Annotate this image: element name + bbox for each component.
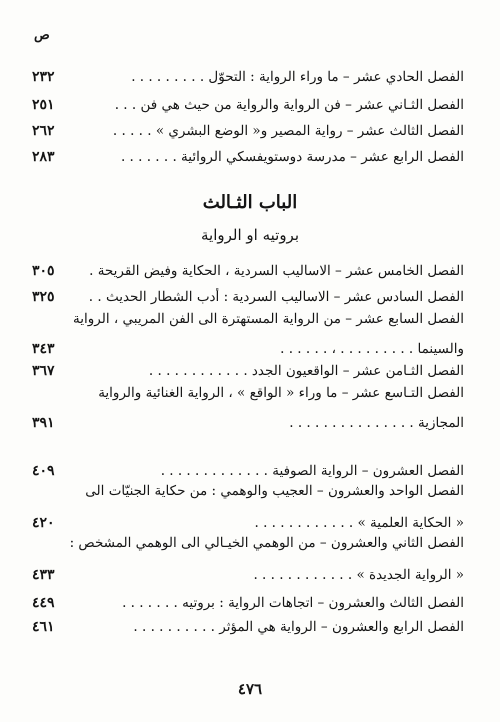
toc-entry-title: الفصل الثالث والعشرون – اتجاهات الرواية : بروتيه . . . . . . . xyxy=(122,595,464,611)
toc-entry-title: الفصل الحادي عشر – ما وراء الرواية : التحوّل . . . . . . . . . xyxy=(131,69,464,85)
page-column-header: ص xyxy=(34,28,50,43)
toc-entry-title: الفصل العشرون – الرواية الصوفية . . . . . . . . . . . . . xyxy=(160,463,464,479)
toc-entry-page: ٢٣٢ xyxy=(32,69,55,85)
part-subtitle: بروتيه او الرواية xyxy=(200,226,300,244)
toc-entry-continuation: « الرواية الجديدة » . . . . . . . . . . . . xyxy=(253,567,464,583)
toc-entry-page: ٣٢٥ xyxy=(32,289,55,305)
toc-entry-continuation: « الحكاية العلمية » . . . . . . . . . . . . xyxy=(254,515,464,531)
toc-entry xyxy=(32,462,464,480)
toc-entry-title: الفصل الرابع عشر – مدرسة دوستويفسكي الروائية . . . . . . . xyxy=(120,149,464,165)
toc-entry xyxy=(32,384,464,432)
toc-entry xyxy=(32,122,464,140)
toc-entry-page: ٢٨٣ xyxy=(32,149,55,165)
toc-entry-page: ٣٦٧ xyxy=(32,363,55,379)
toc-entry xyxy=(32,534,464,584)
toc-entry-page: ٣٠٥ xyxy=(32,263,55,279)
toc-entry xyxy=(32,594,464,612)
toc-entry-title: الفصل الخامس عشر – الاساليب السردية ، الحكاية وفيض القريحة . xyxy=(89,263,464,279)
toc-entry-page: ٤٢٠ xyxy=(32,515,55,531)
toc-entry-page: ٢٥١ xyxy=(32,97,55,113)
toc-entry-continuation: والسينما . . . . . . . . . ، . . . . . . xyxy=(280,341,464,357)
toc-entry-title: الفصل الثـاني عشر – فن الرواية والرواية من حيث هي فن . . . xyxy=(114,97,464,113)
toc-entry-page: ٤٦١ xyxy=(32,619,55,635)
toc-entry-page: ٤٣٣ xyxy=(32,567,55,583)
part-title: الباب الثـالث xyxy=(202,192,298,213)
toc-entry xyxy=(32,362,464,380)
toc-entry xyxy=(32,288,464,306)
toc-entry-page: ٤٠٩ xyxy=(32,463,55,479)
toc-entry-title: الفصل التـاسع عشر – ما وراء « الواقع » ، الرواية الغنائية والرواية xyxy=(98,385,464,401)
toc-entry-page: ٣٤٣ xyxy=(32,341,55,357)
toc-entry-page: ٤٤٩ xyxy=(32,595,55,611)
toc-entry xyxy=(32,482,464,532)
toc-entry-page: ٢٦٢ xyxy=(32,123,55,139)
toc-entry xyxy=(32,262,464,280)
toc-entry xyxy=(32,68,464,86)
toc-entry-page: ٣٩١ xyxy=(32,415,55,431)
toc-entry-title: الفصل الثاني والعشرون – من الوهمي الخيـالي الى الوهمي المشخص : xyxy=(69,535,464,551)
toc-entry-title: الفصل السادس عشر – الاساليب السردية : أدب الشطار الحديث . . xyxy=(88,289,464,305)
toc-entry xyxy=(32,96,464,114)
toc-entry xyxy=(32,310,464,358)
page-number: ٤٧٦ xyxy=(237,680,263,698)
toc-entry-title: الفصل السابع عشر – من الرواية المستهترة الى الفن المريبي ، الرواية xyxy=(73,311,464,327)
toc-entry xyxy=(32,148,464,166)
toc-entry-title: الفصل الثالث عشر – رواية المصير و« الوضع البشري » . . . . . xyxy=(112,123,464,139)
toc-entry-title: الفصل الثـامن عشر – الواقعيون الجدد . . . . . . . . . . . . xyxy=(148,363,464,379)
toc-entry-title: الفصل الواحد والعشرون – العجيب والوهمي : من حكاية الجنيّات الى xyxy=(85,483,464,499)
toc-entry-title: الفصل الرابع والعشرون – الرواية هي المؤثر . . . . . . . . . . xyxy=(133,619,464,635)
toc-entry-continuation: المجازية . . . . . . . . . . . . . . . xyxy=(289,415,464,431)
toc-entry xyxy=(32,618,464,636)
